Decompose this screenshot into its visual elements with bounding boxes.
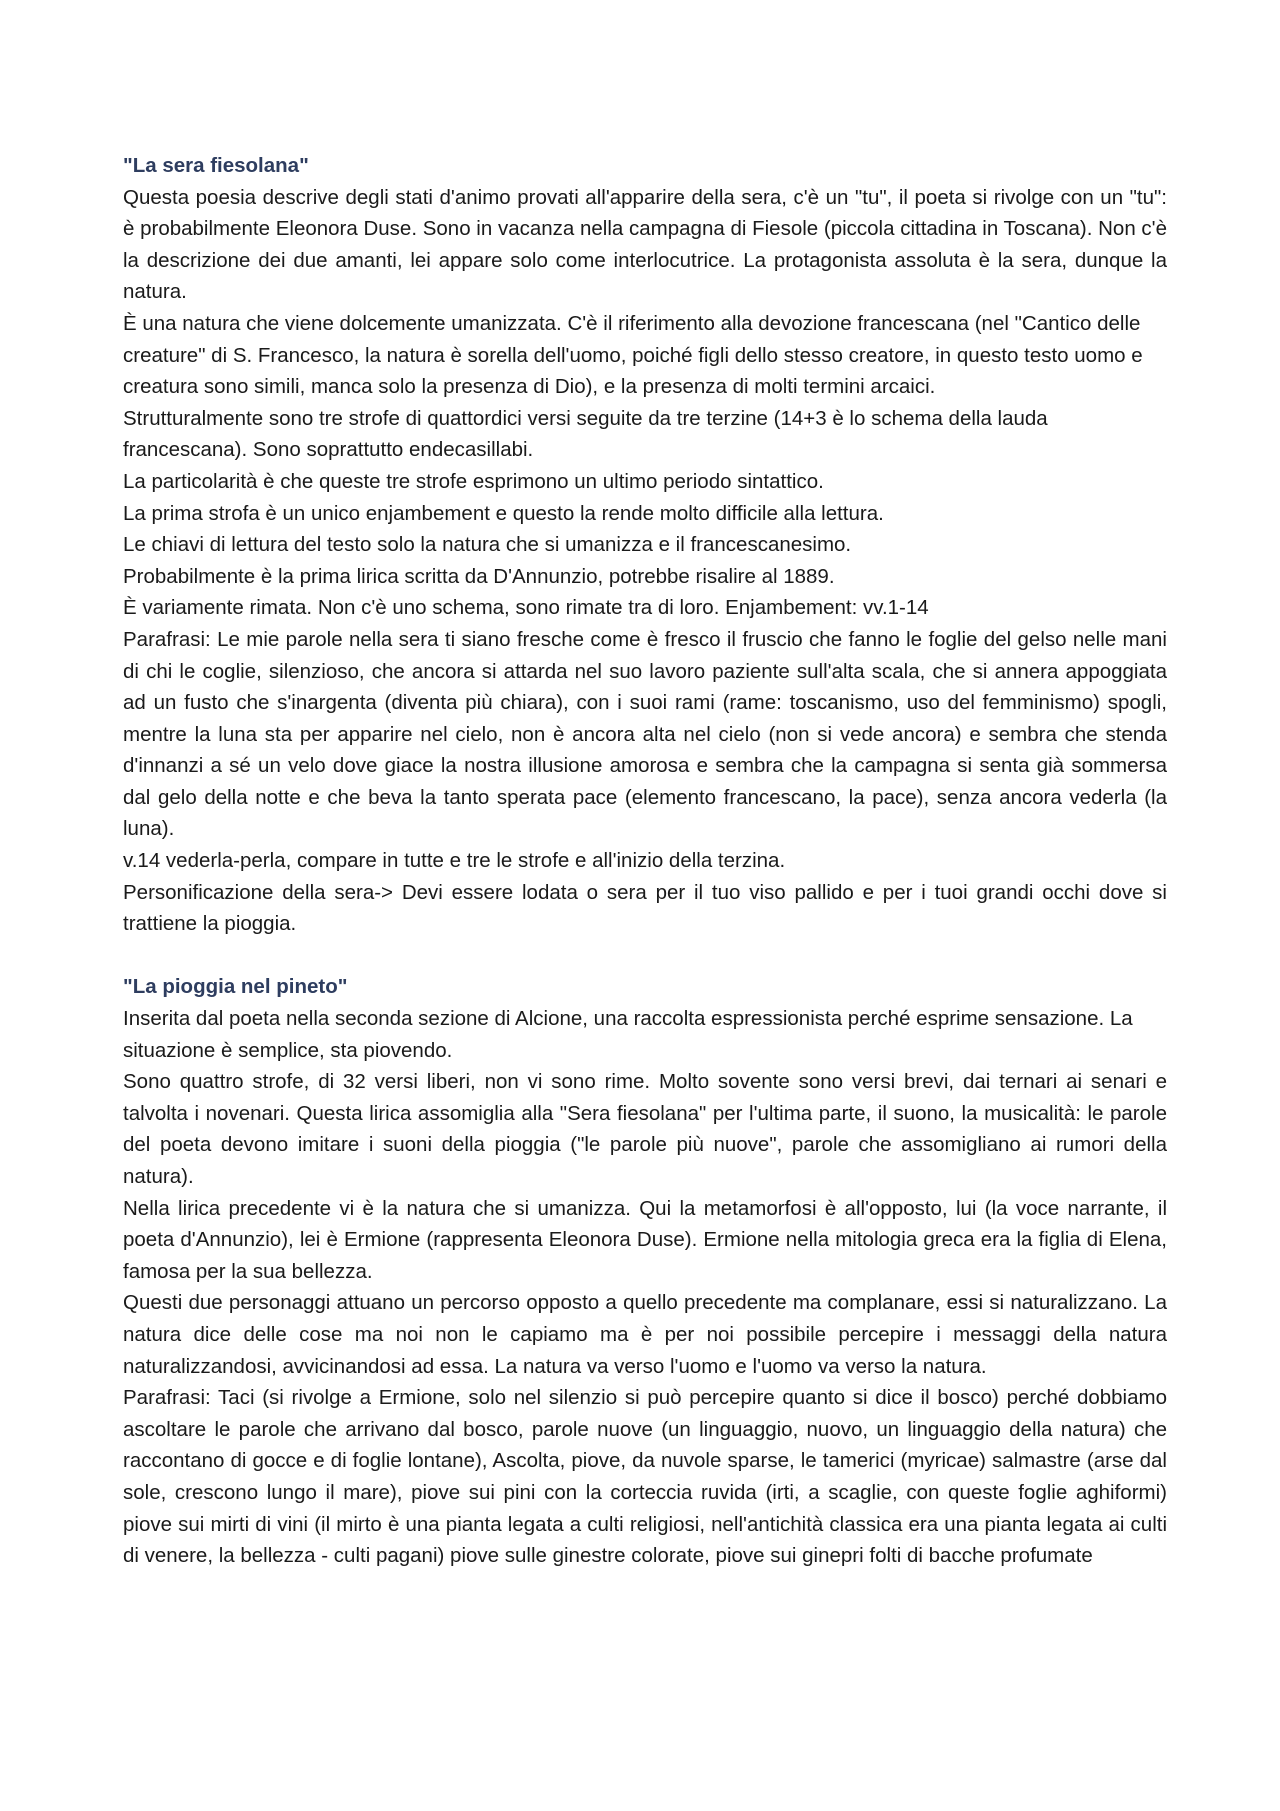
- paragraph: Questi due personaggi attuano un percorso opposto a quello precedente ma complanare, essi si naturalizzano. La natura dice delle cose ma noi non le capiamo ma è per noi possibile percepire i messaggi della natura naturalizzandosi, avvicinandosi ad essa. La natura va verso l'uomo e l'uomo va verso la natura.: [123, 1291, 1167, 1378]
- paragraph: Inserita dal poeta nella seconda sezione di Alcione, una raccolta espressionista perché esprime sensazione. La situazione è semplice, sta piovendo.: [123, 1007, 1133, 1062]
- paragraph: v.14 vederla-perla, compare in tutte e tre le strofe e all'inizio della terzina.: [123, 849, 786, 873]
- section-spacer: [123, 940, 1167, 972]
- paragraph: La particolarità è che queste tre strofe esprimono un ultimo periodo sintattico.: [123, 469, 824, 493]
- section-title-pioggia-nel-pineto: "La pioggia nel pineto": [123, 975, 348, 999]
- paragraph: Probabilmente è la prima lirica scritta da D'Annunzio, potrebbe risalire al 1889.: [123, 564, 835, 588]
- section-title-sera-fiesolana: "La sera fiesolana": [123, 154, 309, 177]
- paragraph: La prima strofa è un unico enjambement e questo la rende molto difficile alla lettura.: [123, 501, 884, 525]
- paragraph: Questa poesia descrive degli stati d'animo provati all'apparire della sera, c'è un "tu", il poeta si rivolge con un "tu": è probabilmente Eleonora Duse. Sono in vacanza nella campagna di Fiesole (piccola cittadina in Toscana). Non c'è la descrizione dei due amanti, lei appare solo come interlocutrice. La protagonista assoluta è la sera, dunque la natura.: [123, 185, 1167, 304]
- paragraph: Sono quattro strofe, di 32 versi liberi, non vi sono rime. Molto sovente sono versi brevi, dai ternari ai senari e talvolta i novenari. Questa lirica assomiglia alla "Sera fiesolana" per l'ultima parte, il suono, la musicalità: le parole del poeta devono imitare i suoni della pioggia ("le parole più nuove", parole che assomigliano ai rumori della natura).: [123, 1070, 1167, 1188]
- paragraph: Parafrasi: Le mie parole nella sera ti siano fresche come è fresco il fruscio che fanno le foglie del gelso nelle mani di chi le coglie, silenzioso, che ancora si attarda nel suo lavoro paziente sull'alta scala, che si annera appoggiata ad un fusto che s'inargenta (diventa più chiara), con i suoi rami (rame: toscanismo, uso del femminismo) spogli, mentre la luna sta per apparire nel cielo, non è ancora alta nel cielo (non si vede ancora) e sembra che stenda d'innanzi a sé un velo dove giace la nostra illusione amorosa e sembra che la campagna si senta già sommersa dal gelo della notte e che beva la tanto sperata pace (elemento francescano, la pace), senza ancora vederla (la luna).: [123, 627, 1167, 841]
- paragraph: Le chiavi di lettura del testo solo la natura che si umanizza e il francescanesimo.: [123, 533, 852, 557]
- paragraph: Strutturalmente sono tre strofe di quattordici versi seguite da tre terzine (14+3 è lo schema della lauda francescana). Sono soprattutto endecasillabi.: [123, 406, 1048, 462]
- paragraph: Parafrasi: Taci (si rivolge a Ermione, solo nel silenzio si può percepire quanto si dice il bosco) perché dobbiamo ascoltare le parole che arrivano dal bosco, parole nuove (un linguaggio, nuovo, un linguaggio della natura) che raccontano di gocce e di foglie lontane), Ascolta, piove, da nuvole sparse, le tamerici (myricae) salmastre (arse dal sole, crescono lungo il mare), piove sui pini con la corteccia ruvida (irti, a scaglie, con queste foglie aghiformi) piove sui mirti di vini (il mirto è una pianta legata a culti religiosi, nell'antichità classica era una pianta legata ai culti di venere, la bellezza - culti pagani) piove sulle ginestre colorate, piove sui ginepri folti di bacche profumate: [123, 1386, 1167, 1568]
- paragraph: È una natura che viene dolcemente umanizzata. C'è il riferimento alla devozione francescana (nel "Cantico delle creature" di S. Francesco, la natura è sorella dell'uomo, poiché figli dello stesso creatore, in questo testo uomo e creatura sono simili, manca solo la presenza di Dio), e la presenza di molti termini arcaici.: [123, 311, 1143, 399]
- paragraph: È variamente rimata. Non c'è uno schema, sono rimate tra di loro. Enjambement: vv.1-14: [123, 596, 929, 620]
- document-page: [123, 150, 1167, 1572]
- paragraph: Nella lirica precedente vi è la natura che si umanizza. Qui la metamorfosi è all'opposto, lui (la voce narrante, il poeta d'Annunzio), lei è Ermione (rappresenta Eleonora Duse). Ermione nella mitologia greca era la figlia di Elena, famosa per la sua bellezza.: [123, 1196, 1167, 1283]
- paragraph: Personificazione della sera-> Devi essere lodata o sera per il tuo viso pallido e per i tuoi grandi occhi dove si trattiene la pioggia.: [123, 880, 1167, 936]
